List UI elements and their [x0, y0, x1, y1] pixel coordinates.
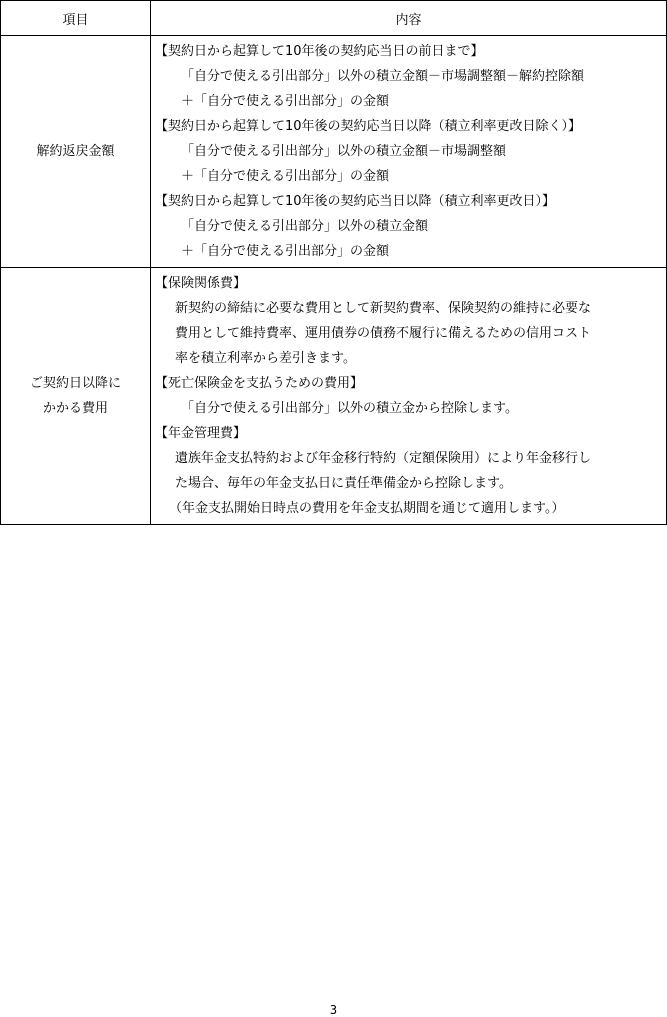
paragraph-line: 「自分で使える引出部分」以外の積立金から控除します。 [181, 401, 518, 416]
paragraph-line: 率を積立利率から差引きます。 [175, 351, 356, 366]
paragraph-line: 新契約の締結に必要な費用として新契約費率、保険契約の維持に必要な [175, 301, 592, 316]
formula-line: 「自分で使える引出部分」以外の積立金額 [181, 219, 429, 234]
row-label-surrender-value: 解約返戻金額 [1, 36, 151, 268]
section-heading: 【年金管理費】 [155, 426, 247, 441]
formula-line: ＋「自分で使える引出部分」の金額 [181, 169, 390, 184]
note-line: （年金支払開始日時点の費用を年金支払期間を通じて適用します。） [169, 501, 565, 516]
section-heading: 【契約日から起算して10年後の契約応当日以降（積立利率更改日）】 [155, 194, 556, 209]
formula-line: ＋「自分で使える引出部分」の金額 [181, 94, 390, 109]
row-content-surrender-value [151, 36, 667, 268]
header-item: 項目 [1, 1, 151, 36]
row-label-costs-line1: ご契約日以降に [29, 376, 121, 391]
table-row-surrender-value [1, 36, 667, 268]
paragraph-line: 費用として維持費率、運用債券の債務不履行に備えるための信用コスト [175, 326, 592, 341]
section-heading: 【死亡保険金を支払うための費用】 [155, 376, 364, 391]
row-label-costs [1, 268, 151, 525]
formula-line: 「自分で使える引出部分」以外の積立金額－市場調整額 [181, 144, 507, 159]
table-row-costs [1, 268, 667, 525]
paragraph-line: 遺族年金支払特約および年金移行特約（定額保険用）により年金移行し [175, 451, 592, 466]
section-heading: 【契約日から起算して10年後の契約応当日の前日まで】 [155, 44, 484, 59]
formula-line: ＋「自分で使える引出部分」の金額 [181, 244, 390, 259]
formula-line: 「自分で使える引出部分」以外の積立金額－市場調整額－解約控除額 [181, 69, 585, 84]
section-heading: 【契約日から起算して10年後の契約応当日以降（積立利率更改日除く）】 [155, 119, 582, 134]
paragraph-line: た場合、毎年の年金支払日に責任準備金から控除します。 [175, 476, 512, 491]
page-number: 3 [329, 1003, 338, 1017]
row-content-costs [151, 268, 667, 525]
table-header-row [1, 1, 667, 36]
row-label-costs-line2: かかる費用 [42, 401, 108, 416]
section-heading: 【保険関係費】 [155, 276, 247, 291]
header-content: 内容 [151, 1, 667, 36]
